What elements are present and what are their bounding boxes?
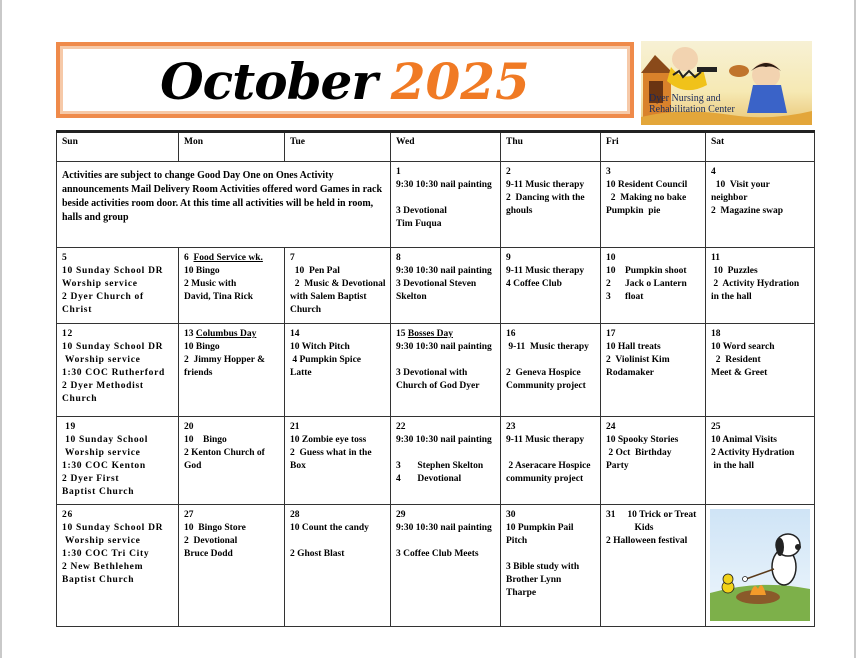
activity-line: in the hall (711, 292, 752, 302)
activity-line (506, 548, 596, 561)
activity-line: 2 Devotional (184, 536, 238, 546)
activity-line: Pitch (506, 536, 528, 546)
day-cell (601, 505, 706, 627)
day-number: 27 (184, 510, 194, 520)
day-cell (285, 505, 391, 627)
activity-line: Bruce Dodd (184, 549, 233, 559)
activity-line (396, 354, 496, 367)
day-cell (391, 162, 501, 248)
day-content (391, 248, 500, 304)
activity-line: 10 Spooky Stories (606, 435, 679, 445)
activity-line: 10 Sunday School DR (62, 342, 164, 352)
day-cell (601, 417, 706, 505)
day-cell (391, 505, 501, 627)
day-cell (601, 248, 706, 324)
activity-line: 10 Sunday School DR (62, 266, 164, 276)
activity-line: 10 Animal Visits (711, 435, 777, 445)
activity-line: Kids (606, 523, 654, 533)
activity-line: 2 Activity Hydration (711, 279, 800, 289)
title-banner (56, 42, 634, 118)
activity-line: 2 Halloween festival (606, 536, 688, 546)
day-content (179, 505, 284, 561)
day-number: 18 (711, 329, 721, 339)
day-content (501, 324, 600, 393)
day-content (501, 505, 600, 600)
notice-cell (57, 162, 391, 248)
activity-line (396, 535, 496, 548)
activity-line: 2 Dyer Methodist (62, 381, 144, 391)
activity-line: 10 Bingo Store (184, 523, 246, 533)
activity-line: 10 Bingo (184, 342, 220, 352)
activity-line: ghouls (506, 206, 533, 216)
day-number: 17 (606, 329, 616, 339)
weekday-header: Sun (57, 132, 179, 162)
day-content (601, 417, 705, 473)
day-cell (57, 324, 179, 417)
weekday-header-row (57, 132, 815, 162)
day-number: 25 (711, 422, 721, 432)
week-row (57, 162, 815, 248)
day-number: 3 (606, 167, 611, 177)
activity-line (396, 192, 496, 205)
activity-line: 2 Resident (711, 355, 761, 365)
day-number: 24 (606, 422, 616, 432)
day-cell (706, 162, 815, 248)
activity-line: 2 Music & Devotional (290, 279, 386, 289)
activity-line: 2 Dyer Church of (62, 292, 144, 302)
weekday-header: Mon (179, 132, 285, 162)
day-cell (57, 505, 179, 627)
activity-line (506, 354, 596, 367)
week-row (57, 248, 815, 324)
day-content (57, 417, 178, 499)
day-number: 9 (506, 253, 511, 263)
activity-line: Church (290, 305, 321, 315)
day-content (285, 324, 390, 380)
day-number: 16 (506, 329, 516, 339)
page-title (60, 52, 630, 112)
day-number: 20 (184, 422, 194, 432)
activity-line: 3 Coffee Club Meets (396, 549, 479, 559)
activity-line: Skelton (396, 292, 427, 302)
activity-line: Worship service (62, 279, 138, 289)
day-number: 1 (396, 167, 401, 177)
activity-line: Church (62, 394, 98, 404)
activity-line: 2 Dancing with the (506, 193, 585, 203)
day-cell (501, 417, 601, 505)
activity-line: 10 Witch Pitch (290, 342, 350, 352)
activity-line: Tim Fuqua (396, 219, 442, 229)
weekday-header: Thu (501, 132, 601, 162)
title-year: 2025 (390, 52, 530, 111)
activity-line: 3 Devotional Steven (396, 279, 477, 289)
activity-line: Box (290, 461, 306, 471)
logo-caption (649, 93, 735, 115)
day-cell (706, 417, 815, 505)
day-number: 5 (62, 253, 68, 263)
activity-line: Latte (290, 368, 312, 378)
day-content (706, 248, 814, 304)
activity-line (396, 447, 496, 460)
day-number: 22 (396, 422, 406, 432)
activity-line: 1:30 COC Rutherford (62, 368, 166, 378)
day-cell (601, 324, 706, 417)
day-content (706, 417, 814, 473)
day-number: 12 (62, 329, 73, 339)
activity-line: Tharpe (506, 588, 537, 598)
day-number: 13 Columbus Day (184, 329, 257, 339)
activity-line: 10 Count the candy (290, 523, 369, 533)
day-content (501, 417, 600, 486)
activity-line: 9-11 Music therapy (506, 266, 585, 276)
activity-line: 9:30 10:30 nail painting (396, 266, 492, 276)
activity-line: Baptist Church (62, 575, 135, 585)
activity-line: 9-11 Music therapy (506, 435, 585, 445)
activity-line: 9:30 10:30 nail painting (396, 342, 492, 352)
day-content (285, 248, 390, 317)
day-number: 23 (506, 422, 516, 432)
day-content (601, 248, 705, 304)
page-edge (0, 0, 2, 658)
day-content (285, 505, 390, 561)
calendar-grid (56, 130, 815, 627)
activity-line: 3 Stephen Skelton (396, 461, 484, 471)
day-cell (501, 162, 601, 248)
activity-line: David, Tina Rick (184, 292, 254, 302)
day-cell (391, 417, 501, 505)
week-row (57, 505, 815, 627)
day-content (601, 162, 705, 218)
activity-line: Pumpkin pie (606, 206, 661, 216)
weekday-header: Sat (706, 132, 815, 162)
activity-line: 9:30 10:30 nail painting (396, 180, 492, 190)
day-cell (285, 417, 391, 505)
day-content (57, 324, 178, 406)
activity-line: 2 Geneva Hospice (506, 368, 581, 378)
week-row (57, 417, 815, 505)
day-number: 11 (711, 253, 720, 263)
activity-line: God (184, 461, 202, 471)
activity-line: 9:30 10:30 nail painting (396, 523, 492, 533)
activity-line: 10 Hall treats (606, 342, 661, 352)
day-cell (706, 324, 815, 417)
activity-line: Church of God Dyer (396, 381, 480, 391)
day-number: 4 (711, 167, 716, 177)
day-number: 10 (606, 253, 616, 263)
snoopy-campfire-icon (710, 509, 810, 621)
activity-line: 2 Ghost Blast (290, 549, 345, 559)
day-number: 15 Bosses Day (396, 329, 454, 339)
day-content (179, 324, 284, 380)
activity-line: 3 Bible study with (506, 562, 580, 572)
activity-line: 10 Resident Council (606, 180, 688, 190)
activity-line: 2 Magazine swap (711, 206, 784, 216)
activity-line: 9:30 10:30 nail painting (396, 435, 492, 445)
activity-line: 10 Puzzles (711, 266, 758, 276)
activity-line: with Salem Baptist (290, 292, 367, 302)
day-number: 29 (396, 510, 406, 520)
activity-line: 2 Violinist Kim (606, 355, 670, 365)
activity-line: 3 float (606, 292, 644, 302)
activity-line: 1:30 COC Kenton (62, 461, 146, 471)
activity-line: neighbor (711, 193, 748, 203)
activity-line: in the hall (711, 461, 755, 471)
day-cell (391, 248, 501, 324)
day-cell (57, 248, 179, 324)
day-cell (501, 248, 601, 324)
activity-line: Worship service (62, 448, 141, 458)
activity-line: 2 Activity Hydration (711, 448, 795, 458)
day-content (501, 162, 600, 218)
activity-line: 2 Music with (184, 279, 237, 289)
week-row (57, 324, 815, 417)
activity-line: Rodamaker (606, 368, 655, 378)
day-content (706, 162, 814, 218)
activity-line: 3 Devotional with (396, 368, 468, 378)
day-number: 2 (506, 167, 511, 177)
activity-line: 10 Pumpkin Pail (506, 523, 574, 533)
day-content (57, 248, 178, 317)
weekday-header: Tue (285, 132, 391, 162)
activity-line: 10 Zombie eye toss (290, 435, 367, 445)
activity-line: 1:30 COC Tri City (62, 549, 150, 559)
activity-line (506, 447, 596, 460)
day-cell (501, 324, 601, 417)
activity-line: 10 Sunday School DR (62, 523, 164, 533)
activity-line: 2 Dyer First (62, 474, 120, 484)
notice-text: Activities are subject to change Good Day One on Ones Activity announcements Mail Delivery Room Activities offered word Games in rack beside activities room door. At this time all activities will be held in room, halls and group (62, 170, 383, 223)
activity-line: 2 Oct Birthday (606, 448, 672, 458)
day-cell (706, 248, 815, 324)
day-number: 31 10 Trick or Treat (606, 510, 697, 520)
activity-line: community project (506, 474, 584, 484)
day-cell (285, 324, 391, 417)
day-number: 30 (506, 510, 516, 520)
day-number: 19 (62, 422, 76, 432)
day-content (57, 505, 178, 587)
day-number: 26 (62, 510, 73, 520)
activity-line: 10 Pen Pal (290, 266, 340, 276)
activity-line: 2 New Bethlehem (62, 562, 144, 572)
day-cell (601, 162, 706, 248)
activity-line: Party (606, 461, 629, 471)
day-cell (179, 248, 285, 324)
activity-line: 9-11 Music therapy (506, 342, 589, 352)
activity-line: friends (184, 368, 213, 378)
activity-line (290, 535, 386, 548)
activity-line: 4 Pumpkin Spice (290, 355, 362, 365)
day-content (179, 417, 284, 473)
activity-line: Brother Lynn (506, 575, 562, 585)
day-cell (179, 324, 285, 417)
logo-caption-line: Dyer Nursing and (649, 93, 721, 104)
day-cell (57, 417, 179, 505)
day-content (601, 505, 705, 548)
activity-line: 10 Sunday School (62, 435, 149, 445)
day-content (179, 248, 284, 304)
day-content (285, 417, 390, 473)
peanuts-logo-image (641, 41, 812, 125)
activity-line: 3 Devotional (396, 206, 447, 216)
day-content (391, 417, 500, 486)
activity-line: Christ (62, 305, 93, 315)
activity-line: Community project (506, 381, 586, 391)
snoopy-cell (706, 505, 815, 627)
activity-line: 10 Pumpkin shoot (606, 266, 687, 276)
activity-line: 4 Devotional (396, 474, 462, 484)
activity-line: 2 Aseracare Hospice (506, 461, 591, 471)
activity-line: 9-11 Music therapy (506, 180, 585, 190)
day-cell (391, 324, 501, 417)
day-content (391, 505, 500, 561)
day-number: 8 (396, 253, 401, 263)
activity-line: 2 Kenton Church of (184, 448, 265, 458)
day-content (501, 248, 600, 291)
day-number: 7 (290, 253, 295, 263)
activity-line: Baptist Church (62, 487, 135, 497)
day-content (706, 324, 814, 380)
day-content (391, 162, 500, 231)
weekday-header: Wed (391, 132, 501, 162)
activity-line: Meet & Greet (711, 368, 768, 378)
activity-line: Worship service (62, 536, 141, 546)
day-number: 14 (290, 329, 300, 339)
activity-line: 2 Jack o Lantern (606, 279, 687, 289)
day-cell (501, 505, 601, 627)
activity-line: 2 Guess what in the (290, 448, 372, 458)
day-content (601, 324, 705, 380)
activity-line: 10 Visit your (711, 180, 770, 190)
activity-line: 10 Bingo (184, 266, 220, 276)
day-number: 28 (290, 510, 300, 520)
title-month: October (160, 52, 377, 111)
day-cell (179, 505, 285, 627)
weekday-header: Fri (601, 132, 706, 162)
day-number: 21 (290, 422, 300, 432)
activity-line: 10 Bingo (184, 435, 227, 445)
activity-line: 10 Word search (711, 342, 775, 352)
activity-line: 4 Coffee Club (506, 279, 562, 289)
activity-line: 2 Making no bake (606, 193, 687, 203)
activity-line: Worship service (62, 355, 141, 365)
day-cell (285, 248, 391, 324)
logo-caption-line: Rehabilitation Center (649, 104, 735, 115)
day-cell (179, 417, 285, 505)
day-content (391, 324, 500, 393)
day-number: 6 Food Service wk. (184, 253, 263, 263)
activity-line: 2 Jimmy Hopper & (184, 355, 266, 365)
